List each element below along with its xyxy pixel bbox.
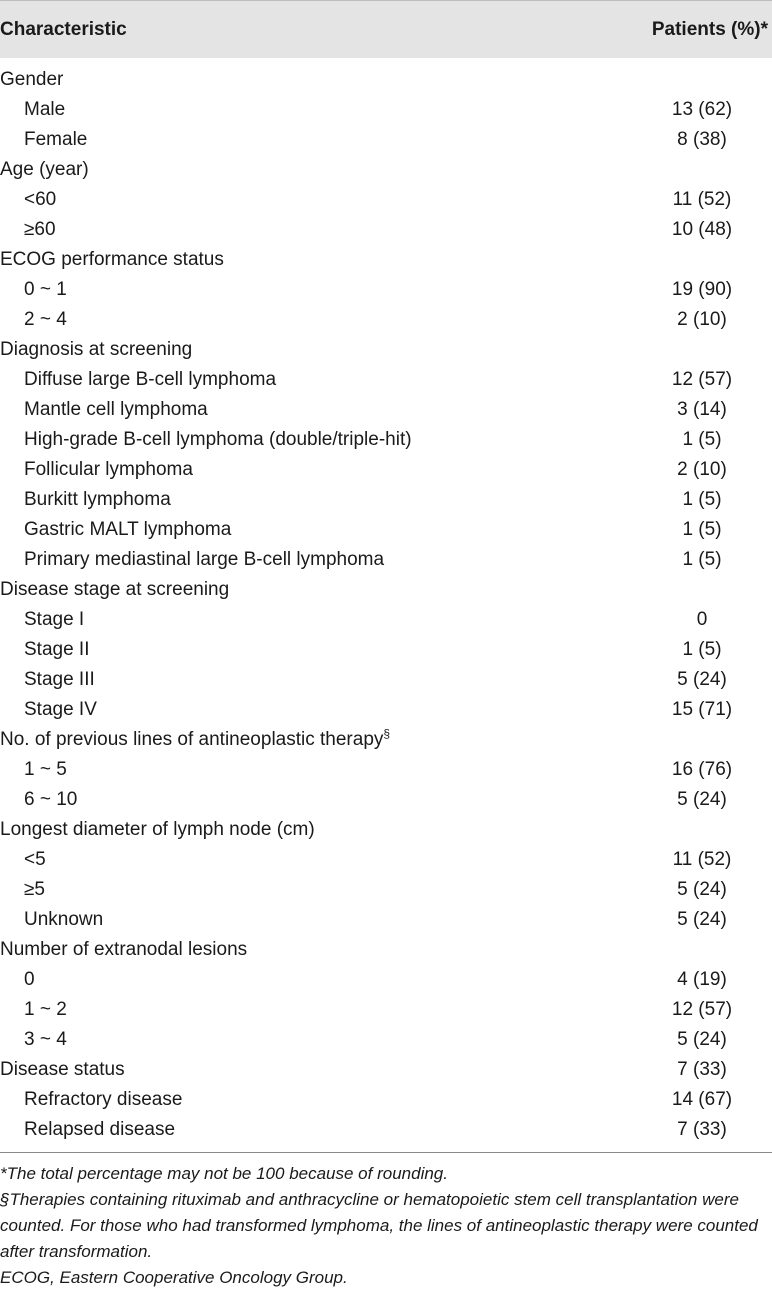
row-sublabel <box>0 279 67 301</box>
table-row <box>0 365 772 395</box>
table-row <box>0 1115 772 1145</box>
row-label-text: Diagnosis at screening <box>0 339 193 360</box>
row-label-text: No. of previous lines of antineoplastic therapy <box>0 729 384 750</box>
note-ecog: ECOG, Eastern Cooperative Oncology Group. <box>0 1268 348 1287</box>
row-group-label <box>0 1059 125 1081</box>
row-value-text: 7 (33) <box>677 1119 727 1140</box>
row-group-label <box>0 339 192 361</box>
row-sublabel <box>0 849 46 871</box>
table-row <box>0 185 772 215</box>
row-value <box>562 219 772 241</box>
row-label-text: ≥5 <box>24 879 45 900</box>
row-value-text: 1 (5) <box>682 489 722 510</box>
row-value-text: 12 (57) <box>671 999 733 1020</box>
row-label-text: Burkitt lymphoma <box>24 489 171 510</box>
table-header <box>0 0 772 58</box>
row-sublabel <box>0 999 67 1021</box>
row-sublabel <box>0 639 90 661</box>
row-value <box>562 279 772 301</box>
table-row <box>0 215 772 245</box>
table-row <box>0 1055 772 1085</box>
row-label-text: Stage I <box>24 609 85 630</box>
row-value-text: 5 (24) <box>677 909 727 930</box>
row-label-text: <5 <box>24 849 46 870</box>
row-value <box>562 549 772 571</box>
footnote-marker: § <box>383 726 391 741</box>
table-row <box>0 785 772 815</box>
row-value <box>562 849 772 871</box>
table-row <box>0 515 772 545</box>
row-value <box>562 759 772 781</box>
row-group-label <box>0 726 391 751</box>
row-value <box>562 129 772 151</box>
row-value <box>562 369 772 391</box>
row-value <box>562 1119 772 1141</box>
row-label-text: Disease status <box>0 1059 125 1080</box>
row-label-text: Longest diameter of lymph node (cm) <box>0 819 315 840</box>
row-value <box>562 429 772 451</box>
row-group-label <box>0 939 247 961</box>
row-label-text: Male <box>24 99 66 120</box>
row-value <box>562 879 772 901</box>
table-row <box>0 635 772 665</box>
header-characteristic: Characteristic <box>0 18 127 40</box>
row-label-text: 1 ~ 5 <box>24 759 67 780</box>
row-value-text: 13 (62) <box>671 99 733 120</box>
row-value-text: 5 (24) <box>677 1029 727 1050</box>
table-row <box>0 935 772 965</box>
table-row <box>0 905 772 935</box>
table-row <box>0 995 772 1025</box>
row-label-text: Follicular lymphoma <box>24 459 193 480</box>
row-sublabel <box>0 909 103 931</box>
row-value <box>562 699 772 721</box>
row-value <box>562 1089 772 1111</box>
row-value <box>562 969 772 991</box>
row-value-text: 10 (48) <box>671 219 733 240</box>
row-sublabel <box>0 1119 175 1141</box>
row-value-text: 1 (5) <box>682 519 722 540</box>
row-value <box>562 1029 772 1051</box>
table-row <box>0 65 772 95</box>
table-row <box>0 425 772 455</box>
row-sublabel <box>0 489 171 511</box>
table-row <box>0 575 772 605</box>
row-label-text: Gender <box>0 69 64 90</box>
row-label-text: <60 <box>24 189 57 210</box>
note-therapies: §Therapies containing rituximab and anthracycline or hematopoietic stem cell transplantation were counted. For those who had transformed lymphoma, the lines of antineoplastic therapy were counted after transformation. <box>0 1190 758 1261</box>
row-value-text: 15 (71) <box>671 699 733 720</box>
row-value <box>562 159 772 181</box>
row-value <box>562 459 772 481</box>
row-label-text: 1 ~ 2 <box>24 999 67 1020</box>
row-value <box>562 519 772 541</box>
row-label-text: 3 ~ 4 <box>24 1029 67 1050</box>
row-value-text: 5 (24) <box>677 879 727 900</box>
row-label-text: 0 ~ 1 <box>24 279 67 300</box>
row-value-text: 1 (5) <box>682 429 722 450</box>
row-value-text: 14 (67) <box>671 1089 733 1110</box>
row-value <box>562 789 772 811</box>
row-value <box>562 489 772 511</box>
table-row <box>0 845 772 875</box>
table-row <box>0 455 772 485</box>
row-label-text: Disease stage at screening <box>0 579 230 600</box>
row-value <box>562 249 772 271</box>
row-value <box>562 69 772 91</box>
row-sublabel <box>0 519 231 541</box>
row-value <box>562 579 772 601</box>
row-group-label <box>0 819 315 841</box>
table-row <box>0 695 772 725</box>
row-label-text: 0 <box>24 969 35 990</box>
table-row <box>0 245 772 275</box>
table-row <box>0 755 772 785</box>
row-sublabel <box>0 369 276 391</box>
row-group-label <box>0 69 63 91</box>
row-sublabel <box>0 669 95 691</box>
row-label-text: ≥60 <box>24 219 56 240</box>
table-row <box>0 815 772 845</box>
row-label-text: Number of extranodal lesions <box>0 939 248 960</box>
table-row <box>0 395 772 425</box>
table-row <box>0 305 772 335</box>
row-value <box>562 189 772 211</box>
row-group-label <box>0 159 89 181</box>
table-row <box>0 545 772 575</box>
row-value <box>562 909 772 931</box>
row-sublabel <box>0 1089 182 1111</box>
row-value-text: 5 (24) <box>677 789 727 810</box>
row-sublabel <box>0 429 412 451</box>
row-value-text: 1 (5) <box>682 549 722 570</box>
row-value <box>562 99 772 121</box>
row-value-text: 1 (5) <box>682 639 722 660</box>
row-label-text: Primary mediastinal large B-cell lymphoma <box>24 549 385 570</box>
row-label-text: 2 ~ 4 <box>24 309 67 330</box>
row-label-text: Stage III <box>24 669 95 690</box>
table-row <box>0 95 772 125</box>
row-label-text: 6 ~ 10 <box>24 789 78 810</box>
row-sublabel <box>0 459 193 481</box>
row-label-text: ECOG performance status <box>0 249 224 270</box>
table-row <box>0 875 772 905</box>
row-value-text: 3 (14) <box>677 399 727 420</box>
row-value <box>562 609 772 631</box>
row-value <box>562 819 772 841</box>
row-value-text: 12 (57) <box>671 369 733 390</box>
row-value-text: 11 (52) <box>672 189 732 210</box>
row-value <box>562 399 772 421</box>
table-row <box>0 155 772 185</box>
row-label-text: Female <box>24 129 88 150</box>
note-rounding: *The total percentage may not be 100 because of rounding. <box>0 1164 448 1183</box>
row-value <box>562 999 772 1021</box>
row-label-text: Gastric MALT lymphoma <box>24 519 232 540</box>
row-value <box>562 1059 772 1081</box>
table-row <box>0 605 772 635</box>
row-value-text: 4 (19) <box>677 969 727 990</box>
row-value <box>562 729 772 751</box>
row-value-text: 16 (76) <box>671 759 733 780</box>
table-row <box>0 125 772 155</box>
table-row <box>0 665 772 695</box>
row-label-text: Refractory disease <box>24 1089 183 1110</box>
row-label-text: High-grade B-cell lymphoma (double/triple-hit) <box>24 429 412 450</box>
table-notes <box>0 1153 772 1291</box>
row-value-text: 0 <box>696 609 708 630</box>
table-body <box>0 58 772 1145</box>
row-value-text: 19 (90) <box>671 279 733 300</box>
row-group-label <box>0 579 229 601</box>
row-sublabel <box>0 699 97 721</box>
row-value <box>562 339 772 361</box>
row-sublabel <box>0 399 208 421</box>
row-value-text: 5 (24) <box>677 669 727 690</box>
row-label-text: Mantle cell lymphoma <box>24 399 208 420</box>
row-label-text: Unknown <box>24 909 104 930</box>
row-value <box>562 939 772 961</box>
row-sublabel <box>0 189 56 211</box>
row-label-text: Age (year) <box>0 159 89 180</box>
row-sublabel <box>0 309 67 331</box>
row-sublabel <box>0 609 84 631</box>
table-row <box>0 965 772 995</box>
row-label-text: Stage IV <box>24 699 97 720</box>
row-value <box>562 309 772 331</box>
row-value-text: 7 (33) <box>677 1059 727 1080</box>
table-row <box>0 275 772 305</box>
row-sublabel <box>0 129 87 151</box>
row-group-label <box>0 249 224 271</box>
row-sublabel <box>0 549 384 571</box>
row-value-text: 2 (10) <box>677 459 727 480</box>
table-row <box>0 335 772 365</box>
row-sublabel <box>0 219 56 241</box>
table-row <box>0 1025 772 1055</box>
row-value-text: 11 (52) <box>672 849 732 870</box>
row-value-text: 8 (38) <box>677 129 727 150</box>
row-sublabel <box>0 1029 67 1051</box>
row-sublabel <box>0 879 45 901</box>
row-label-text: Diffuse large B-cell lymphoma <box>24 369 277 390</box>
row-sublabel <box>0 759 67 781</box>
row-sublabel <box>0 99 65 121</box>
row-value-text: 2 (10) <box>677 309 727 330</box>
header-patients: Patients (%)* <box>651 18 768 40</box>
row-sublabel <box>0 969 35 991</box>
row-sublabel <box>0 789 77 811</box>
row-value <box>562 639 772 661</box>
table-row <box>0 485 772 515</box>
row-value <box>562 669 772 691</box>
table-row <box>0 1085 772 1115</box>
row-label-text: Stage II <box>24 639 90 660</box>
row-label-text: Relapsed disease <box>24 1119 176 1140</box>
table-row <box>0 725 772 755</box>
